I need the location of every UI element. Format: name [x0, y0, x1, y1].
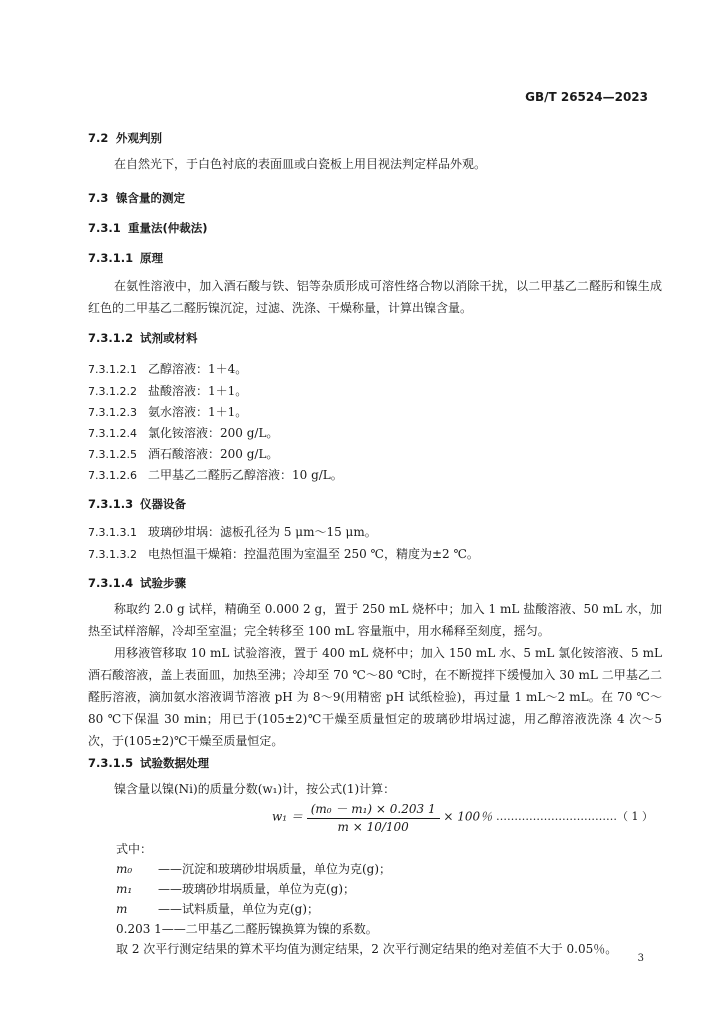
variable-definition: m₀ ——沉淀和玻璃砂坩埚质量，单位为克(g)； [116, 862, 392, 876]
heading-7-3-1: 7.3.1 重量法(仲裁法) [88, 221, 208, 235]
heading-7-3: 7.3 镍含量的测定 [88, 191, 185, 205]
formula-denominator: m × 10/100 [337, 820, 409, 834]
coefficient-definition: 0.203 1——二甲基乙二醛肟镍换算为镍的系数。 [116, 922, 378, 936]
variable-definition: m ——试料质量，单位为克(g)； [116, 902, 320, 916]
reagent-item: 7.3.1.2.6 二甲基乙二醛肟乙醇溶液：10 g/L。 [88, 468, 343, 482]
formula-1 [272, 800, 492, 834]
standard-number: GB/T 26524—2023 [525, 90, 648, 104]
formula-tail: × 100％ [443, 809, 493, 824]
paragraph-appearance: 在自然光下，于白色衬底的表面皿或白瓷板上用目视法判定样品外观。 [114, 157, 487, 171]
heading-7-3-1-3: 7.3.1.3 仪器设备 [88, 497, 186, 511]
formula-fraction [307, 800, 440, 834]
where-label: 式中： [116, 842, 153, 856]
heading-7-3-1-5: 7.3.1.5 试验数据处理 [88, 756, 209, 770]
reagent-item: 7.3.1.2.5 酒石酸溶液：200 g/L。 [88, 447, 279, 461]
formula-lhs: w₁ ＝ [272, 809, 303, 824]
reagent-item: 7.3.1.2.2 盐酸溶液：1＋1。 [88, 384, 248, 398]
heading-7-3-1-2: 7.3.1.2 试剂或材料 [88, 331, 198, 345]
heading-7-3-1-1: 7.3.1.1 原理 [88, 251, 163, 265]
paragraph-principle: 在氨性溶液中，加入酒石酸与铁、铝等杂质形成可溶性络合物以消除干扰，以二甲基乙二醛肟和镍生成红色的二甲基乙二醛肟镍沉淀，过滤、洗涤、干燥称量，计算出镍含量。 [88, 279, 662, 315]
paragraph-procedure-2: 用移液管移取 10 mL 试验溶液，置于 400 mL 烧杯中；加入 150 mL 水、5 mL 氯化铵溶液、5 mL 酒石酸溶液，盖上表面皿，加热至沸；冷却至 70 ℃～80 ℃时，在不断搅拌下缓慢加入 30 mL 二甲基乙二醛肟溶液，滴加氨水溶液调节溶液 pH 为 8～9(用精密 pH 试纸检验)，再过量 1 mL～2 mL。在 70 ℃～80 ℃下保温 30 min；用已于(105±2)℃干燥至质量恒定的玻璃砂坩埚过滤，用乙醇溶液洗涤 4 次～5 次，于(105±2)℃干燥至质量恒定。 [88, 646, 662, 748]
paragraph-procedure-1: 称取约 2.0 g 试样，精确至 0.000 2 g，置于 250 mL 烧杯中；加入 1 mL 盐酸溶液、50 mL 水，加热至试样溶解，冷却至室温；完全转移至 100 mL 容量瓶中，用水稀释至刻度，摇匀。 [88, 602, 662, 638]
equation-number: ……………………………（ 1 ） [496, 810, 653, 823]
paragraph-data-intro: 镍含量以镍(Ni)的质量分数(w₁)计，按公式(1)计算： [114, 782, 396, 796]
reagent-item: 7.3.1.2.3 氨水溶液：1＋1。 [88, 405, 248, 419]
variable-definition: m₁ ——玻璃砂坩埚质量，单位为克(g)； [116, 882, 356, 896]
equipment-item: 7.3.1.3.2 电热恒温干燥箱：控温范围为室温至 250 ℃，精度为±2 ℃。 [88, 547, 479, 561]
formula-numerator: (m₀ － m₁) × 0.203 1 [307, 800, 440, 819]
paragraph-final: 取 2 次平行测定结果的算术平均值为测定结果，2 次平行测定结果的绝对差值不大于 0.05％。 [116, 942, 618, 956]
page-number: 3 [637, 953, 644, 964]
reagent-item: 7.3.1.2.4 氯化铵溶液：200 g/L。 [88, 426, 279, 440]
heading-7-3-1-4: 7.3.1.4 试验步骤 [88, 576, 186, 590]
heading-7-2: 7.2 外观判别 [88, 131, 162, 145]
reagent-item: 7.3.1.2.1 乙醇溶液：1＋4。 [88, 362, 248, 376]
equipment-item: 7.3.1.3.1 玻璃砂坩埚：滤板孔径为 5 μm～15 μm。 [88, 525, 377, 539]
